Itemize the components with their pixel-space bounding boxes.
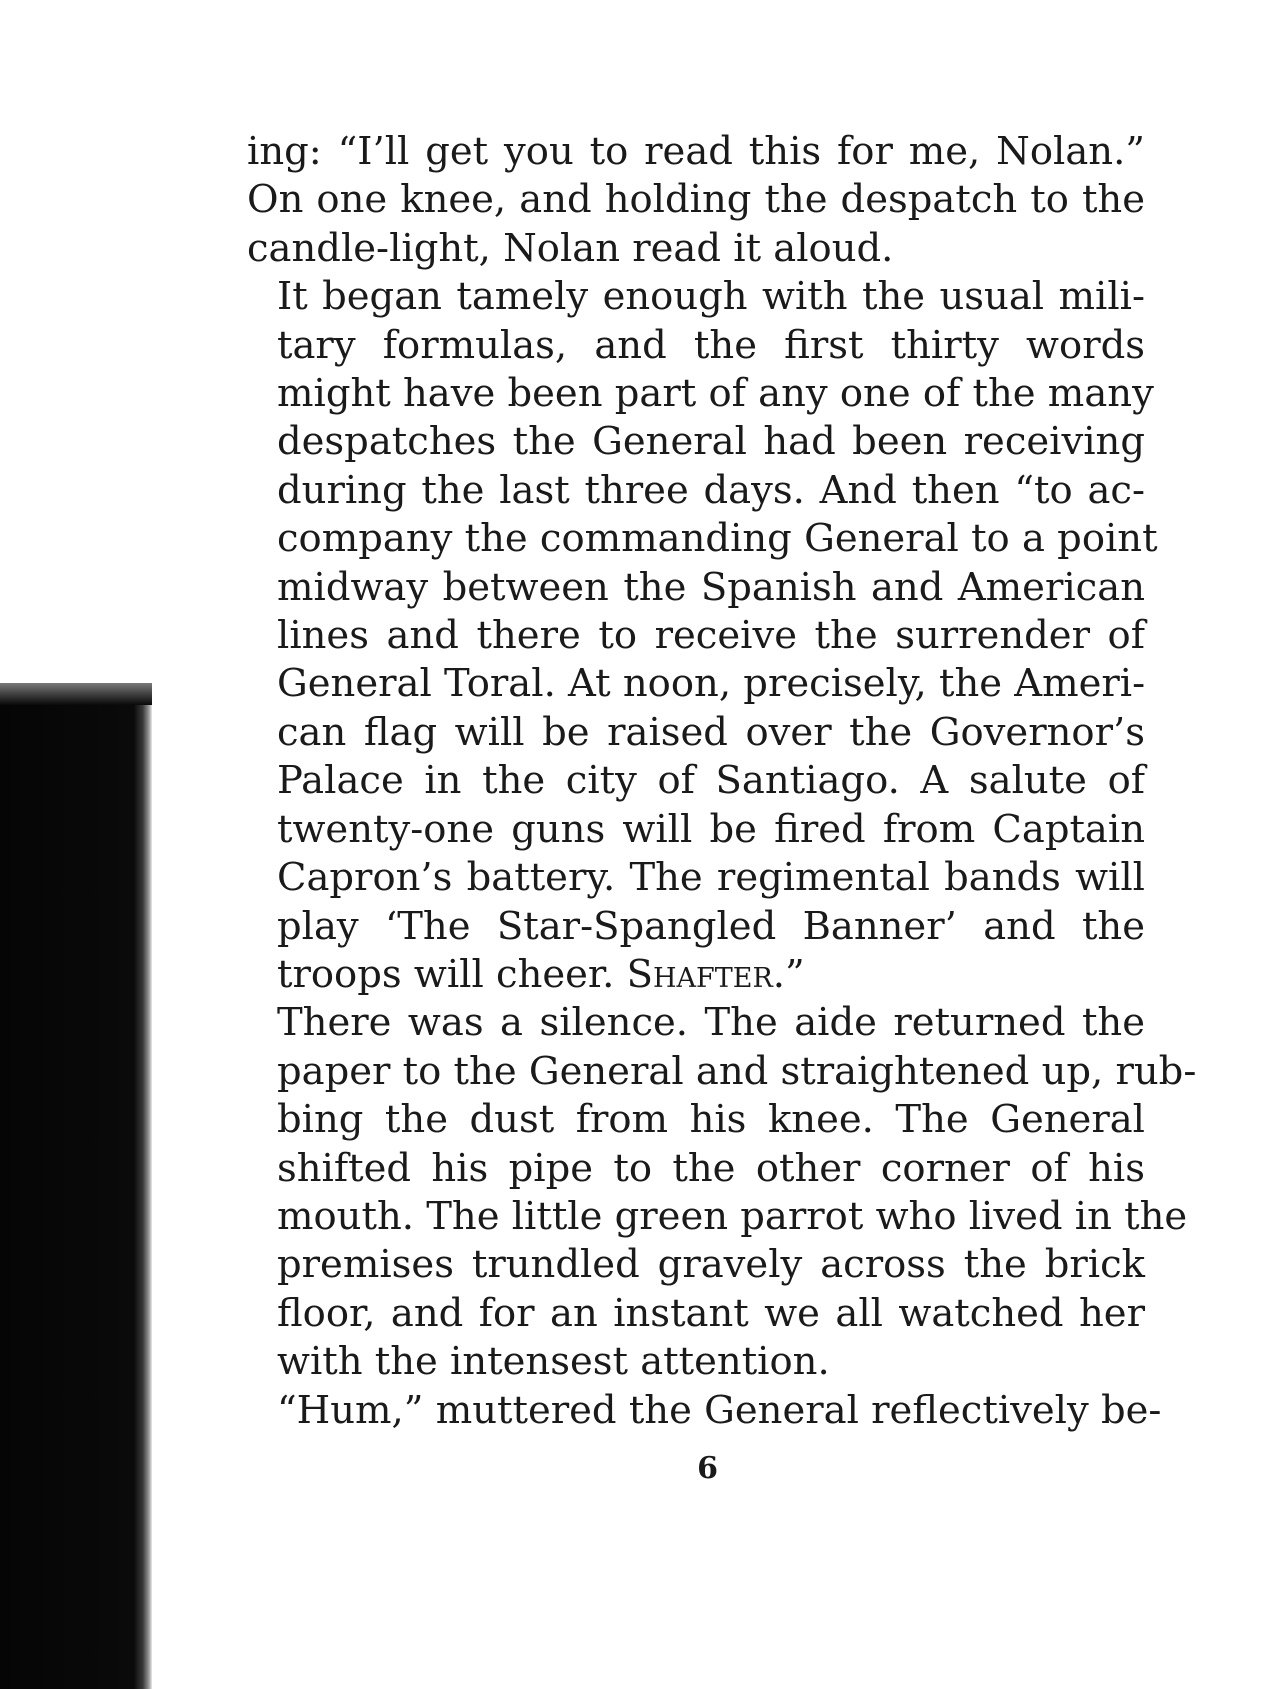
text-line: despatches the General had been receiving (277, 419, 1145, 465)
text-line: play ‘The Star-Spangled Banner’ and the (277, 903, 1145, 949)
paragraph-2 (247, 273, 1158, 999)
text-line: On one knee, and holding the despatch to the (247, 177, 1145, 223)
text-line: General Toral. At noon, precisely, the Ameri- (277, 661, 1146, 707)
paragraph-4 (247, 1387, 1162, 1435)
text-line-signature (247, 951, 1145, 999)
text-line: paper to the General and straightened up, rub- (277, 1048, 1197, 1094)
page-body-text (247, 128, 1197, 1435)
text-line: premises trundled gravely across the brick (277, 1242, 1145, 1288)
text-line: Capron’s battery. The regimental bands will (277, 855, 1145, 901)
text-line: might have been part of any one of the many (277, 371, 1154, 417)
text-line: during the last three days. And then “to ac- (277, 467, 1145, 513)
text-line: floor, and for an instant we all watched her (277, 1290, 1145, 1336)
text-line: can flag will be raised over the Governor’s (277, 709, 1145, 755)
paragraph-1 (247, 128, 1145, 273)
text-line: ing: “I’ll get you to read this for me, Nolan.” (247, 129, 1145, 174)
scan-dark-edge-top (0, 683, 152, 705)
text-line: twenty-one guns will be fired from Captain (277, 806, 1145, 852)
text-line: There was a silence. The aide returned the (277, 1000, 1145, 1046)
signature: Shafter.” (626, 951, 805, 997)
text-line: “Hum,” muttered the General reflectively be- (277, 1387, 1162, 1433)
text-line: lines and there to receive the surrender of (277, 613, 1145, 659)
text-line: Palace in the city of Santiago. A salute of (277, 758, 1145, 804)
text-line: mouth. The little green parrot who lived in the (277, 1193, 1188, 1239)
text-line: It began tamely enough with the usual mili- (277, 274, 1145, 320)
text-line: company the commanding General to a point (277, 516, 1158, 562)
text-line: tary formulas, and the first thirty words (277, 322, 1145, 368)
page-number: 6 (697, 1451, 718, 1486)
text-line: with the intensest attention. (277, 1339, 830, 1385)
scan-dark-edge (0, 683, 152, 1689)
text-line: shifted his pipe to the other corner of his (277, 1145, 1145, 1191)
text-line: troops will cheer. (277, 951, 627, 997)
text-line: midway between the Spanish and American (277, 564, 1145, 610)
text-line: candle-light, Nolan read it aloud. (247, 225, 894, 271)
text-line: bing the dust from his knee. The General (277, 1097, 1145, 1143)
paragraph-3 (247, 999, 1197, 1386)
